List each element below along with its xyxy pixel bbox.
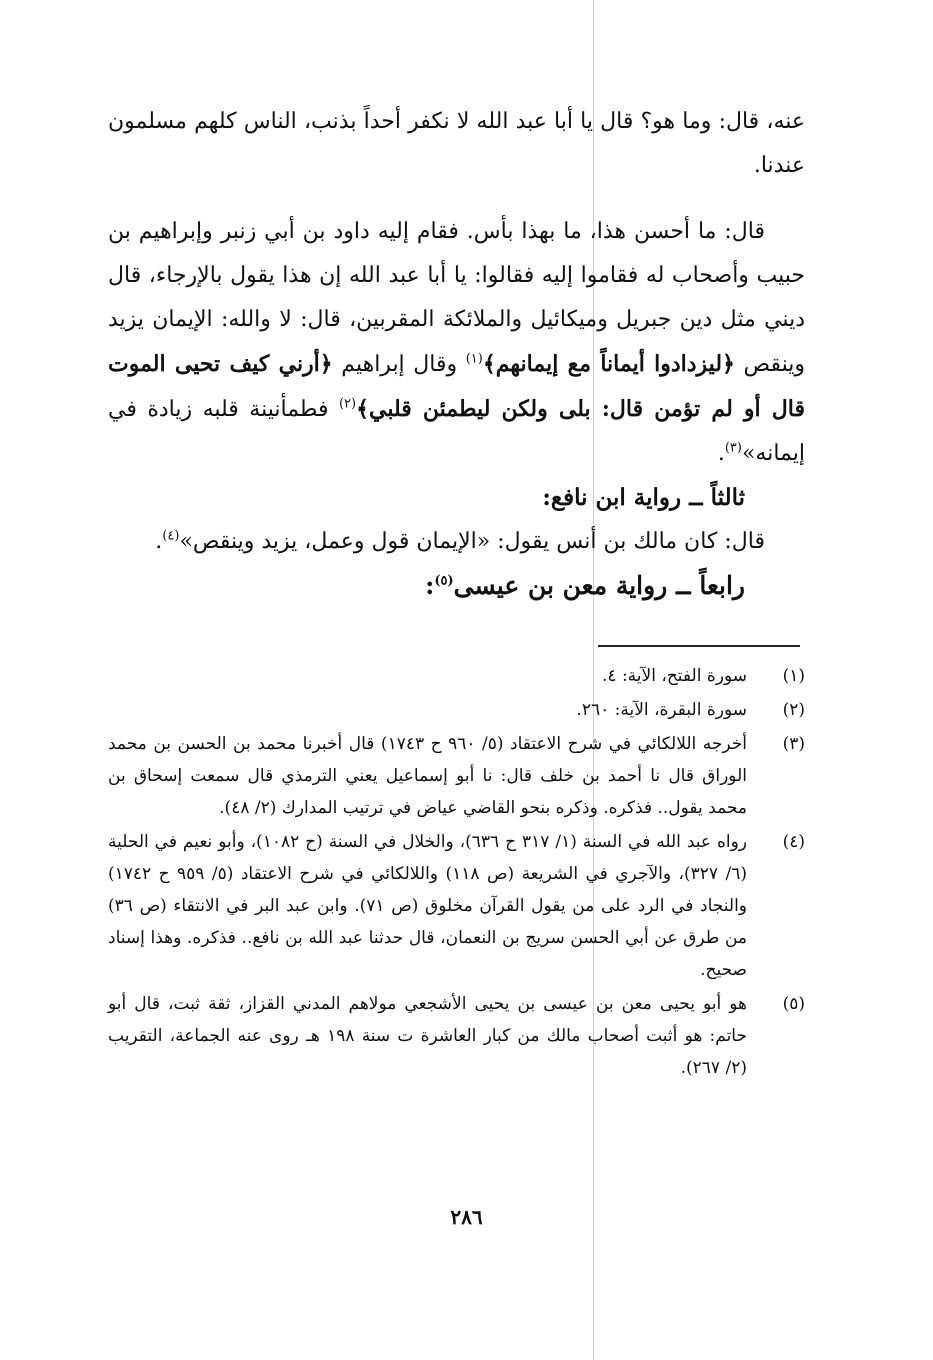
footnote — [108, 826, 805, 986]
section-heading-4-text: رابعاً ــ رواية معن بن عيسى — [453, 571, 745, 600]
footnote — [108, 694, 805, 726]
footnote-ref-1: (١) — [465, 351, 483, 367]
section-heading-3: ثالثاً ــ رواية ابن نافع: — [542, 484, 745, 511]
footnote — [108, 988, 805, 1084]
paragraph-2 — [108, 210, 805, 476]
footnote-number: (٢) — [782, 700, 805, 720]
footnotes — [108, 660, 805, 1086]
footnote-ref-2: (٢) — [338, 396, 357, 412]
footnote — [108, 728, 805, 824]
footnote-number: (١) — [782, 666, 805, 686]
footnote-ref-4: (٤) — [162, 528, 180, 544]
quran-quote-2: ﴿أرني كيف تحيى الموت قال أو لم تؤمن قال: بلى ولكن ليطمئن قلبي﴾ — [108, 351, 805, 422]
quran-quote-1: ﴿ليزدادوا أيماناً مع إيمانهم﴾ — [482, 351, 735, 377]
footnote-text: سورة البقرة، الآية: ٢٦٠. — [576, 700, 747, 720]
footnote-number: (٣) — [782, 734, 805, 754]
paragraph-3 — [108, 520, 805, 564]
footnote-text: هو أبو يحيى معن بن عيسى بن يحيى الأشجعي مولاهم المدني القزاز، ثقة ثبت، قال أبو حاتم: هو أثبت أصحاب مالك من كبار العاشرة ت سنة ١٩٨ هـ روى عنه الجماعة، التقريب (٢/ ٢٦٧). — [108, 994, 747, 1078]
footnote — [108, 660, 805, 692]
paragraph-2-close: . — [717, 441, 725, 466]
paragraph-2-text: قال: ما أحسن هذا، ما بهذا بأس. فقام إليه داود بن أبي زنبر وإبراهيم بن حبيب وأصحاب له فقاموا إليه فقالوا: يا أبا عبد الله إن هذا يقول بالإرجاء، قال ديني مثل دين جبريل وميكائيل والملائكة المقربين، قال: لا والله: الإيمان يزيد وينقص — [108, 219, 805, 377]
paragraph-3-close: . — [155, 529, 163, 554]
footnote-ref-3: (٣) — [724, 440, 742, 456]
page-number: ٢٨٦ — [450, 1205, 483, 1229]
paragraph-2-end: فطمأنينة قلبه زيادة في إيمانه» — [108, 397, 805, 466]
paragraph-1: عنه، قال: وما هو؟ قال يا أبا عبد الله لا نكفر أحداً بذنب، الناس كلهم مسلمون عندنا. — [108, 109, 805, 178]
paragraph-3-text: قال: كان مالك بن أنس يقول: «الإيمان قول وعمل، يزيد وينقص» — [179, 529, 765, 554]
footnote-text: سورة الفتح، الآية: ٤. — [602, 666, 747, 686]
footnote-separator — [598, 645, 800, 647]
footnote-text: رواه عبد الله في السنة (١/ ٣١٧ ح ٦٣٦)، والخلال في السنة (ح ١٠٨٢)، وأبو نعيم في الحلية (٦/ ٣٢٧)، والآجري في الشريعة (ص ١١٨) واللالكائي في شرح الاعتقاد (٥/ ٩٥٩ ح ١٧٤٢) والنجاد في الرد على من يقول القرآن مخلوق (ص ٧١). وابن عبد البر في الانتقاء (ص ٣٦) من طرق عن أبي الحسن سريج بن النعمان، قال حدثنا عبد الله بن نافع.. فذكره. وهذا إسناد صحيح. — [108, 832, 747, 980]
section-heading-4-close: : — [425, 571, 435, 600]
section-heading-4 — [108, 564, 805, 608]
footnote-text: أخرجه اللالكائي في شرح الاعتقاد (٥/ ٩٦٠ ح ١٧٤٣) قال أخبرنا محمد بن الحسن بن محمد الوراق قال نا أحمد بن خلف قال: نا أبو إسماعيل يعني الترمذي قال سمعت إسحاق بن محمد يقول.. فذكره. وذكره بنحو القاضي عياض في ترتيب المدارك (٢/ ٤٨). — [108, 734, 747, 818]
main-text — [108, 100, 805, 608]
footnote-number: (٥) — [782, 994, 805, 1014]
footnote-ref-5: (٥) — [434, 573, 454, 589]
paragraph-2-mid: وقال إبراهيم — [332, 352, 466, 377]
footnote-number: (٤) — [782, 832, 805, 852]
